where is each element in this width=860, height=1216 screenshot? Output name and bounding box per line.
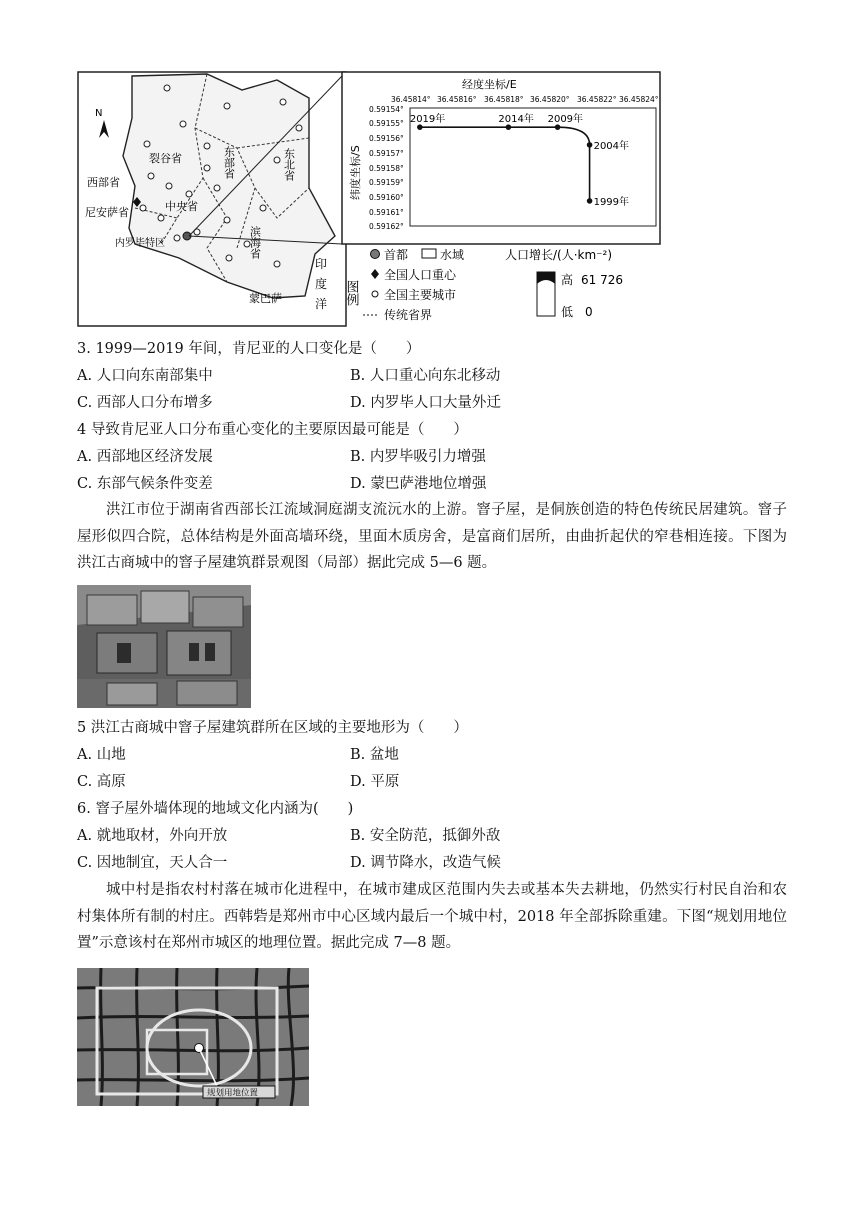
y-tick-label: 0.59154° xyxy=(369,105,404,114)
kenya-map-svg xyxy=(77,68,664,328)
province-label: 西部省 xyxy=(87,176,120,189)
question-5-stem: 5 洪江古商城中窨子屋建筑群所在区域的主要地形为（ ） xyxy=(77,720,468,736)
q5-option-a[interactable]: A. 山地 xyxy=(77,747,126,763)
q3-option-d[interactable]: D. 内罗毕人口大量外迁 xyxy=(350,395,501,411)
track-point-label: 2009年 xyxy=(547,114,584,126)
q6-option-c[interactable]: C. 因地制宜，天人合一 xyxy=(77,855,228,871)
planning-map-svg xyxy=(77,968,309,1106)
q6-option-b[interactable]: B. 安全防范，抵御外敌 xyxy=(350,828,501,844)
compass-label: N xyxy=(95,108,103,119)
x-tick-label: 36.45820° xyxy=(530,95,570,104)
kenya-figure xyxy=(77,68,664,328)
pop-center-legend-icon xyxy=(371,269,379,279)
province-label: 尼安萨省 xyxy=(85,206,129,219)
legend-high-value: 61 726 xyxy=(581,273,623,287)
x-tick-label: 36.45824° xyxy=(619,95,659,104)
legend-growth-title: 人口增长/(人·km⁻²) xyxy=(505,248,613,262)
q4-option-a[interactable]: A. 西部地区经济发展 xyxy=(77,449,213,465)
track-point-label: 2014年 xyxy=(498,114,534,126)
passage-zhengzhou: 城中村是指农村村落在城市化进程中，在城市建成区范围内失去或基本失去耕地，仍然实行村民自治和农村集体所有制的村庄。西韩砦是郑州市中心区域内最后一个城中村，2018 年全部拆除重建。下图“规划用地位置”示意该村在郑州市城区的地理位置。据此完成 7—8 题。 xyxy=(77,882,787,951)
legend-high: 高 xyxy=(561,273,574,287)
yinzi-house-photo-svg xyxy=(77,585,251,708)
q5-option-d[interactable]: D. 平原 xyxy=(350,774,400,790)
legend-water: 水域 xyxy=(440,248,465,262)
province-label: 裂谷省 xyxy=(149,152,182,165)
y-tick-label: 0.59160° xyxy=(369,193,404,202)
capital-legend-icon xyxy=(371,250,380,259)
legend-low: 低 xyxy=(561,305,574,319)
q5-option-c[interactable]: C. 高原 xyxy=(77,774,126,790)
track-point xyxy=(587,142,593,148)
q3-option-c[interactable]: C. 西部人口分布增多 xyxy=(77,395,213,411)
planning-map-label: 规划用地位置 xyxy=(207,1088,259,1099)
x-tick-label: 36.45822° xyxy=(577,95,617,104)
legend-pop-center: 全国人口重心 xyxy=(384,268,457,282)
q6-option-d[interactable]: D. 调节降水，改造气候 xyxy=(350,855,501,871)
province-label: 中央省 xyxy=(165,200,198,213)
inset-ylabel: 纬度坐标/S xyxy=(349,145,362,200)
passage-hongjiang: 洪江市位于湖南省西部长江流域洞庭湖支流沅水的上游。窨子屋，是侗族创造的特色传统民居建筑。窨子屋形似四合院，总体结构是外面高墙环绕，里面木质房舍，是富商们居所，由曲折起伏的窄巷相连接。下图为洪江古商城中的窨子屋建筑群景观图（局部）据此完成 5—6 题。 xyxy=(77,502,787,571)
city-legend-icon xyxy=(372,291,378,297)
track-point xyxy=(417,124,423,130)
x-tick-label: 36.45818° xyxy=(484,95,524,104)
y-tick-label: 0.59156° xyxy=(369,134,404,143)
legend-low-value: 0 xyxy=(585,305,593,319)
province-label: 滨海省 xyxy=(248,226,262,259)
ocean-label: 度 xyxy=(315,277,328,291)
yinzi-house-photo xyxy=(77,585,251,708)
legend-capital: 首都 xyxy=(384,248,409,262)
legend-title: 图例 xyxy=(343,280,359,306)
planning-map xyxy=(77,968,309,1106)
province-label: 内罗毕特区 xyxy=(115,238,165,249)
y-tick-label: 0.59161° xyxy=(369,208,404,217)
y-tick-label: 0.59157° xyxy=(369,149,404,158)
q5-option-b[interactable]: B. 盆地 xyxy=(350,747,399,763)
q6-option-a[interactable]: A. 就地取材，外向开放 xyxy=(77,828,228,844)
track-point-label: 1999年 xyxy=(593,196,630,208)
y-tick-labels xyxy=(369,105,404,231)
water-legend-icon xyxy=(422,249,436,258)
question-4-stem: 4 导致肯尼亚人口分布重心变化的主要原因最可能是（ ） xyxy=(77,422,468,438)
y-tick-label: 0.59155° xyxy=(369,119,404,128)
ocean-label: 洋 xyxy=(315,297,328,311)
legend-major-city: 全国主要城市 xyxy=(384,288,457,302)
q4-option-b[interactable]: B. 内罗毕吸引力增强 xyxy=(350,449,486,465)
track-point-label: 2019年 xyxy=(409,114,446,126)
question-6-stem: 6. 窨子屋外墙体现的地域文化内涵为( ) xyxy=(77,801,354,817)
q3-option-b[interactable]: B. 人口重心向东北移动 xyxy=(350,368,501,384)
track-point xyxy=(555,124,561,130)
y-tick-label: 0.59162° xyxy=(369,222,404,231)
city-label: 蒙巴萨 xyxy=(249,292,282,305)
track-point xyxy=(587,198,593,204)
ocean-label: 印 xyxy=(315,257,328,271)
track-point-label: 2004年 xyxy=(593,140,630,152)
x-tick-label: 36.45816° xyxy=(437,95,477,104)
legend xyxy=(344,247,624,322)
inset-title: 经度坐标/E xyxy=(462,78,517,91)
q3-option-a[interactable]: A. 人口向东南部集中 xyxy=(77,368,213,384)
x-tick-label: 36.45814° xyxy=(391,95,431,104)
question-3-stem: 3. 1999—2019 年间，肯尼亚的人口变化是（ ） xyxy=(77,341,421,357)
q4-option-d[interactable]: D. 蒙巴萨港地位增强 xyxy=(350,476,487,492)
y-tick-label: 0.59159° xyxy=(369,178,404,187)
province-label: 东部省 xyxy=(222,146,236,179)
track-point xyxy=(506,124,512,130)
legend-boundary: 传统省界 xyxy=(384,308,433,322)
q4-option-c[interactable]: C. 东部气候条件变差 xyxy=(77,476,213,492)
province-label: 东北省 xyxy=(282,148,296,181)
y-tick-label: 0.59158° xyxy=(369,164,404,173)
